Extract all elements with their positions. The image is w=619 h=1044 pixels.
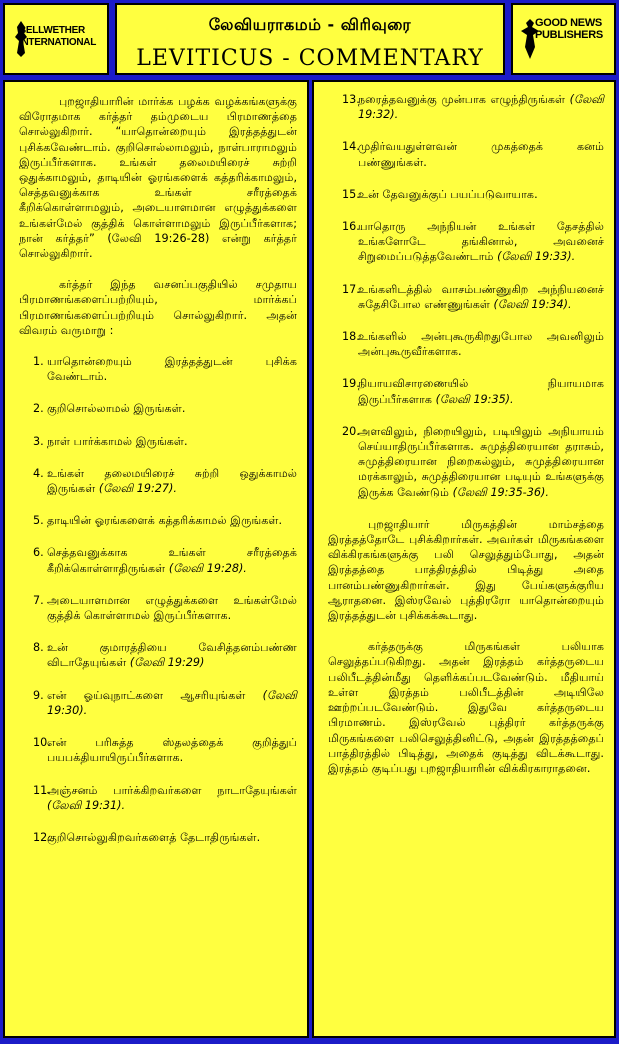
list-item-text: [47, 688, 297, 718]
list-item-body: செத்தவனுக்காக உங்கள் சரீரத்தைக் கீறிக்கொள்ளாதிருங்கள்: [47, 546, 297, 575]
list-item-number: 8.: [33, 641, 44, 655]
verse-reference: (லேவி 19:35-36).: [452, 485, 549, 499]
list-item-number: 20.: [342, 424, 360, 438]
list-item: [19, 434, 297, 449]
list-item: [328, 376, 604, 406]
list-item: [19, 688, 297, 718]
list-item-body: என் ஓய்வுநாட்களை ஆசரியுங்கள்: [47, 688, 263, 702]
list-item: [19, 545, 297, 575]
list-item-text: [358, 282, 604, 312]
left-column: [3, 80, 309, 1038]
list-item-text: [47, 513, 297, 528]
commentary-paragraph-1: புறஜாதியார் மிருகத்தின் மாம்சத்தை இரத்தத்தோடே புசிக்கிறார்கள். அவர்கள் மிருகங்களை விக்கிரகங்களுக்கு பலி செலுத்தும்போது, அதன் இரத்தத்தை பாத்திரத்தில் பிடித்து அதை பானம்பண்ணுகிறார்கள். இது பேய்களுக்குரிய ஆராதனை. இஸ்ரவேல் புத்திரரோ யாதொன்றையும் இரத்தத்துடன் புசிக்கக்கூடாது.: [328, 517, 604, 623]
list-item: [19, 830, 297, 845]
list-item: [19, 354, 297, 384]
list-item-body: குறிசொல்லுகிறவர்களைத் தேடாதிருங்கள்.: [47, 830, 261, 844]
logo-left-text: BELLWETHER INTERNATIONAL: [19, 25, 97, 48]
list-item-text: [47, 466, 297, 496]
rule-list-left: [19, 354, 297, 845]
list-item: [19, 466, 297, 496]
header: [3, 3, 616, 75]
list-item-number: 3.: [33, 434, 44, 448]
commentary-paragraph-2: கர்த்தருக்கு மிருகங்கள் பலியாக செலுத்தப்படுகிறது. அதன் இரத்தம் கர்த்தருடைய பலிபீடத்தின்மீது தெளிக்கப்படவேண்டும். மீதியாய் உள்ள இரத்தம் பலிபீடத்தின் அடியிலே ஊற்றப்படவேண்டும். இதுவே கர்த்தருடைய பிரமாணம். இஸ்ரவேல் புத்திரர் கர்த்தருக்கு மிருகங்களை பலிசெலுத்தினிட்டு, அதன் இரத்தத்தைப் பாத்திரத்தில் பிடித்து, அதைக் குடித்து விடக்கூடாது. இரத்தம் குடிப்பது புறஜாதியாரின் விக்கிரகாராதனை.: [328, 640, 604, 775]
list-item-text: [358, 139, 604, 169]
list-item-number: 17.: [342, 282, 360, 296]
verse-reference: (லேவி 19:32).: [358, 93, 604, 122]
intro-paragraph-2: கர்த்தர் இந்த வசனப்பகுதியில் சமுதாய பிரமாணங்களைப்பற்றியும், மார்க்கப் பிரமாணங்களைப்பற்றியும் சொல்லுகிறார். அதன் விவரம் வருமாறு :: [19, 278, 297, 337]
list-item-number: 11.: [33, 783, 51, 797]
list-item-body: அளவிலும், நிறையிலும், படியிலும் அநியாயம் செய்யாதிருப்பீர்களாக. சுமுத்திரையான தராசும், சுமுத்திரையான நிறைகல்லும், சுமுத்திரையான மரக்காலும், சுமுத்திரையான படியும் உங்களுக்கு இருக்க வேண்டும்: [358, 424, 604, 499]
list-item: [19, 401, 297, 416]
right-column: [312, 80, 616, 1038]
list-item-text: [47, 640, 297, 670]
title-english: LEVITICUS - COMMENTARY: [136, 46, 484, 71]
intro-paragraph: புறஜாதியாரின் மார்க்க பழக்க வழக்கங்களுக்கு விரோதமாக கர்த்தர் தம்முடைய பிரமாணத்தை சொல்லுகிறார். “யாதொன்றையும் இரத்தத்துடன் புசிக்கவேண்டாம். குறிசொல்லாமலும், நாள்பாராமலும் இருப்பீர்களாக. உங்கள் தலைமயிரைச் சுற்றி ஒதுக்காமலும், தாடியின் ஓரங்களைக் கத்தரிக்காமலும், செத்தவனுக்காக உங்கள் சரீரத்தைக் கீறிக்கொள்ளாமலும், அடையாளமான எழுத்துக்களை உங்கள்மேல் குத்திக் கொள்ளாமலும் இருப்பீர்களாக; நான் கர்த்தர்” (லேவி 19:26-28) என்று கர்த்தர் சொல்லுகிறார்.: [19, 95, 297, 261]
verse-reference: (லேவி 19:33).: [497, 250, 576, 264]
list-item-number: 18.: [342, 330, 360, 344]
list-item: [328, 92, 604, 122]
list-item: [19, 735, 297, 765]
verse-reference: (லேவி 19:35).: [435, 392, 514, 406]
list-item: [328, 282, 604, 312]
list-item-body: நாள் பார்க்காமல் இருங்கள்.: [47, 434, 188, 448]
list-item: [328, 424, 604, 500]
verse-reference: (லேவி 19:34).: [493, 297, 572, 311]
list-item-number: 4.: [33, 466, 44, 480]
list-item: [19, 783, 297, 813]
verse-reference: (லேவி 19:27).: [98, 482, 177, 496]
list-item-text: [47, 593, 297, 623]
list-item-body: தாடியின் ஓரங்களைக் கத்தரிக்காமல் இருங்கள்.: [47, 514, 283, 528]
list-item-text: [47, 545, 297, 575]
list-item-number: 19.: [342, 377, 360, 391]
list-item-number: 5.: [33, 514, 44, 528]
list-item-body: அஞ்சனம் பார்க்கிறவர்களை நாடாதேயுங்கள்: [47, 783, 297, 797]
list-item-number: 13.: [342, 93, 360, 106]
list-item-number: 10.: [33, 736, 51, 750]
list-item-text: [358, 329, 604, 359]
list-item-body: உன் தேவனுக்குப் பயப்படுவாயாக.: [358, 187, 538, 201]
list-item-number: 15.: [342, 187, 360, 201]
list-item-text: [47, 830, 297, 845]
list-item-body: அடையாளமான எழுத்துக்களை உங்கள்மேல் குத்திக் கொள்ளாமல் இருப்பீர்களாக.: [47, 593, 297, 623]
list-item: [328, 139, 604, 169]
list-item-body: உங்களில் அன்புகூருகிறதுபோல அவனிலும் அன்புகூருவீர்களாக.: [358, 330, 604, 359]
list-item-body: உங்கள் தலைமயிரைச் சுற்றி ஒதுக்காமல் இருங்கள்: [47, 466, 297, 496]
list-item-text: [47, 354, 297, 384]
list-item-text: [47, 783, 297, 813]
list-item-text: [358, 92, 604, 122]
list-item-text: [358, 219, 604, 265]
list-item-body: யாதொன்றையும் இரத்தத்துடன் புசிக்க வேண்டாம்.: [47, 355, 297, 384]
list-item-body: நியாயவிசாரணையில் நியாயமாக இருப்பீர்களாக: [358, 377, 604, 406]
list-item-body: உன் குமாரத்தியை வேசித்தனம்பண்ண விடாதேயுங்கள்: [47, 641, 297, 670]
list-item-number: 7.: [33, 593, 44, 607]
list-item-number: 16.: [342, 220, 360, 234]
verse-reference: (லேவி 19:31).: [47, 798, 126, 812]
list-item-number: 6.: [33, 546, 44, 560]
list-item-number: 1.: [33, 355, 44, 369]
list-item-text: [47, 401, 297, 416]
list-item-number: 12.: [33, 830, 51, 844]
verse-reference: (லேவி 19:29): [129, 656, 205, 670]
list-item-number: 14.: [342, 140, 360, 154]
list-item: [328, 187, 604, 202]
list-item-number: 2.: [33, 402, 44, 416]
rule-list-right: [328, 92, 604, 500]
list-item-body: நரைத்தவனுக்கு முன்பாக எழுந்திருங்கள்: [358, 93, 570, 106]
list-item-body: முதிர்வயதுள்ளவன் முகத்தைக் கனம் பண்ணுங்கள்.: [358, 140, 604, 169]
list-item-text: [358, 187, 604, 202]
list-item-text: [358, 424, 604, 500]
list-item-text: [358, 376, 604, 406]
good-news-logo: [511, 3, 616, 75]
list-item: [19, 513, 297, 528]
title-box: [115, 3, 505, 75]
logo-right-text: GOOD NEWS PUBLISHERS: [535, 17, 603, 41]
list-item-number: 9.: [33, 688, 44, 702]
verse-reference: (லேவி 19:28).: [168, 561, 247, 575]
list-item-body: யாதொரு அந்நியன் உங்கள் தேசத்தில் உங்களோடே தங்கினால், அவனைச் சிறுமைப்படுத்தவேண்டாம்: [358, 220, 604, 264]
list-item-text: [47, 735, 297, 765]
list-item: [19, 593, 297, 623]
verse-reference: (லேவி 19:30).: [47, 688, 297, 717]
list-item-text: [47, 434, 297, 449]
list-item-body: குறிசொல்லாமல் இருங்கள்.: [47, 402, 186, 416]
list-item-body: என் பரிசுத்த ஸ்தலத்தைக் குறித்துப் பயபக்தியாயிருப்பீர்களாக.: [47, 736, 297, 765]
title-tamil: லேவியராகமம் - விரிவுரை: [208, 15, 412, 34]
list-item: [328, 219, 604, 265]
list-item: [328, 329, 604, 359]
list-item: [19, 640, 297, 670]
list-item-body: உங்களிடத்தில் வாசம்பண்ணுகிற அந்நியனைச் சுதேசிபோல எண்ணுங்கள்: [358, 282, 604, 311]
bellwether-logo: [3, 3, 109, 75]
